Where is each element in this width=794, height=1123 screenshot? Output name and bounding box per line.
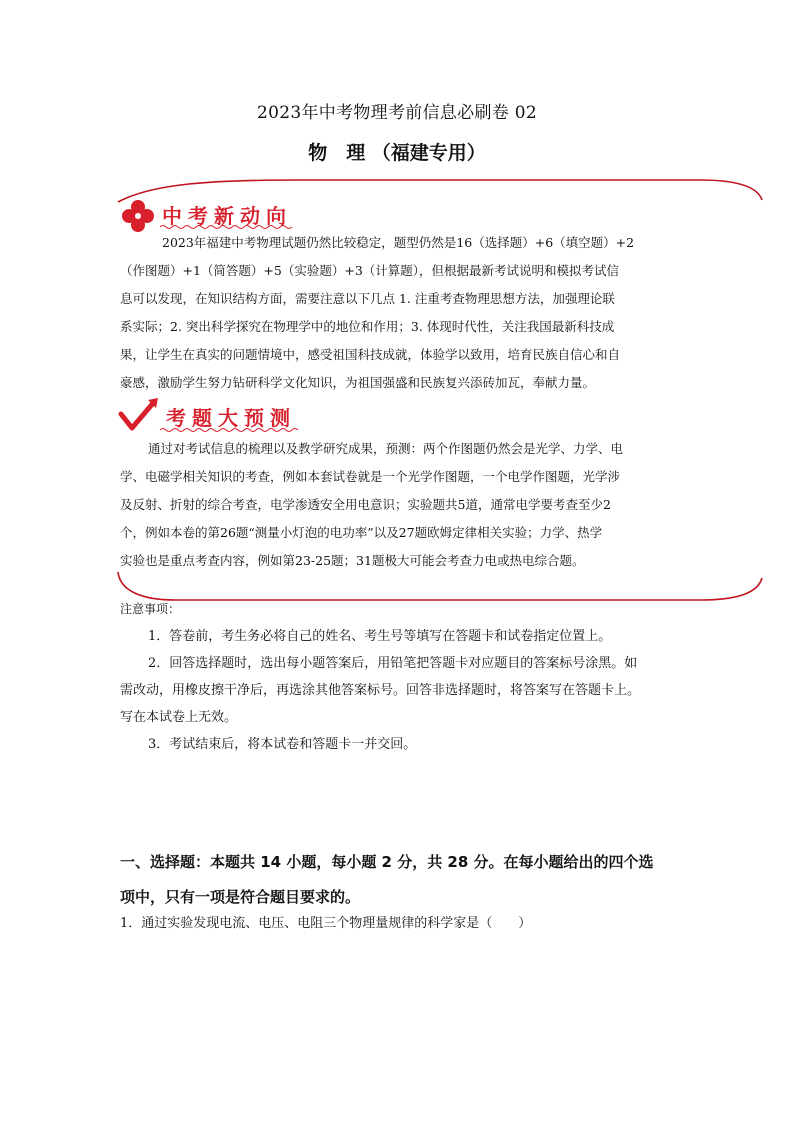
predictions-paragraph [120, 435, 676, 575]
note-item: 需改动，用橡皮擦干净后，再选涂其他答案标号。回答非选择题时，将答案写在答题卡上。 [120, 683, 641, 698]
note-item: 1．答卷前，考生务必将自己的姓名、考生号等填写在答题卡和试卷指定位置上。 [148, 629, 612, 644]
section-heading-trends: 中考新动向 [162, 204, 292, 228]
page-title: 2023年中考物理考前信息必刷卷 02 [257, 103, 537, 123]
predictions-line: 实验也是重点考查内容，例如第23-25题；31题极大可能会考查力电或热电综合题。 [120, 553, 585, 568]
part1-heading-cont: 项中，只有一项是符合题目要求的。 [120, 888, 361, 906]
section-heading-predictions: 考题大预测 [166, 406, 296, 430]
question-1: 1．通过实验发现电流、电压、电阻三个物理量规律的科学家是（ ） [120, 916, 532, 931]
trends-line: 2023年福建中考物理试题仍然比较稳定，题型仍然是16（选择题）+6（填空题）+2 [162, 235, 635, 250]
predictions-line: 及反射、折射的综合考查，电学渗透安全用电意识；实验题共5道，通常电学要考查至少2 [120, 497, 611, 512]
trends-line: 息可以发现，在知识结构方面，需要注意以下几点 1. 注重考查物理思想方法，加强理论联 [120, 291, 615, 306]
part1-heading: 一、选择题：本题共 14 小题，每小题 2 分，共 28 分。在每小题给出的四个选 [120, 853, 654, 871]
notes-list [120, 623, 680, 758]
predictions-line: 通过对考试信息的梳理以及教学研究成果，预测：两个作图题仍然会是光学、力学、电 [148, 441, 624, 456]
trends-paragraph [120, 229, 676, 397]
trends-line: 果，让学生在真实的问题情境中，感受祖国科技成就，体验学以致用，培育民族自信心和自 [120, 347, 621, 362]
note-item: 写在本试卷上无效。 [120, 710, 238, 725]
notes-title: 注意事项： [120, 602, 181, 616]
check-arrow-icon [118, 396, 162, 436]
note-item: 2．回答选择题时，选出每小题答案后，用铅笔把答题卡对应题目的答案标号涂黑。如 [148, 656, 638, 671]
trends-line: 豪感，激励学生努力钻研科学文化知识，为祖国强盛和民族复兴添砖加瓦，奉献力量。 [120, 375, 596, 390]
page-subtitle: 物 理 （福建专用） [308, 142, 486, 164]
note-item: 3．考试结束后，将本试卷和答题卡一并交回。 [148, 737, 417, 752]
predictions-line: 学、电磁学相关知识的考查，例如本套试卷就是一个光学作图题，一个电学作图题，光学涉 [120, 469, 621, 484]
trends-line: 系实际；2. 突出科学探究在物理学中的地位和作用；3. 体现时代性，关注我国最新科技成 [120, 319, 615, 334]
predictions-line: 个，例如本卷的第26题“测量小灯泡的电功率”以及27题欧姆定律相关实验；力学、热学 [120, 525, 603, 540]
trends-line: （作图题）+1（简答题）+5（实验题）+3（计算题），但根据最新考试说明和模拟考试信 [120, 263, 620, 278]
